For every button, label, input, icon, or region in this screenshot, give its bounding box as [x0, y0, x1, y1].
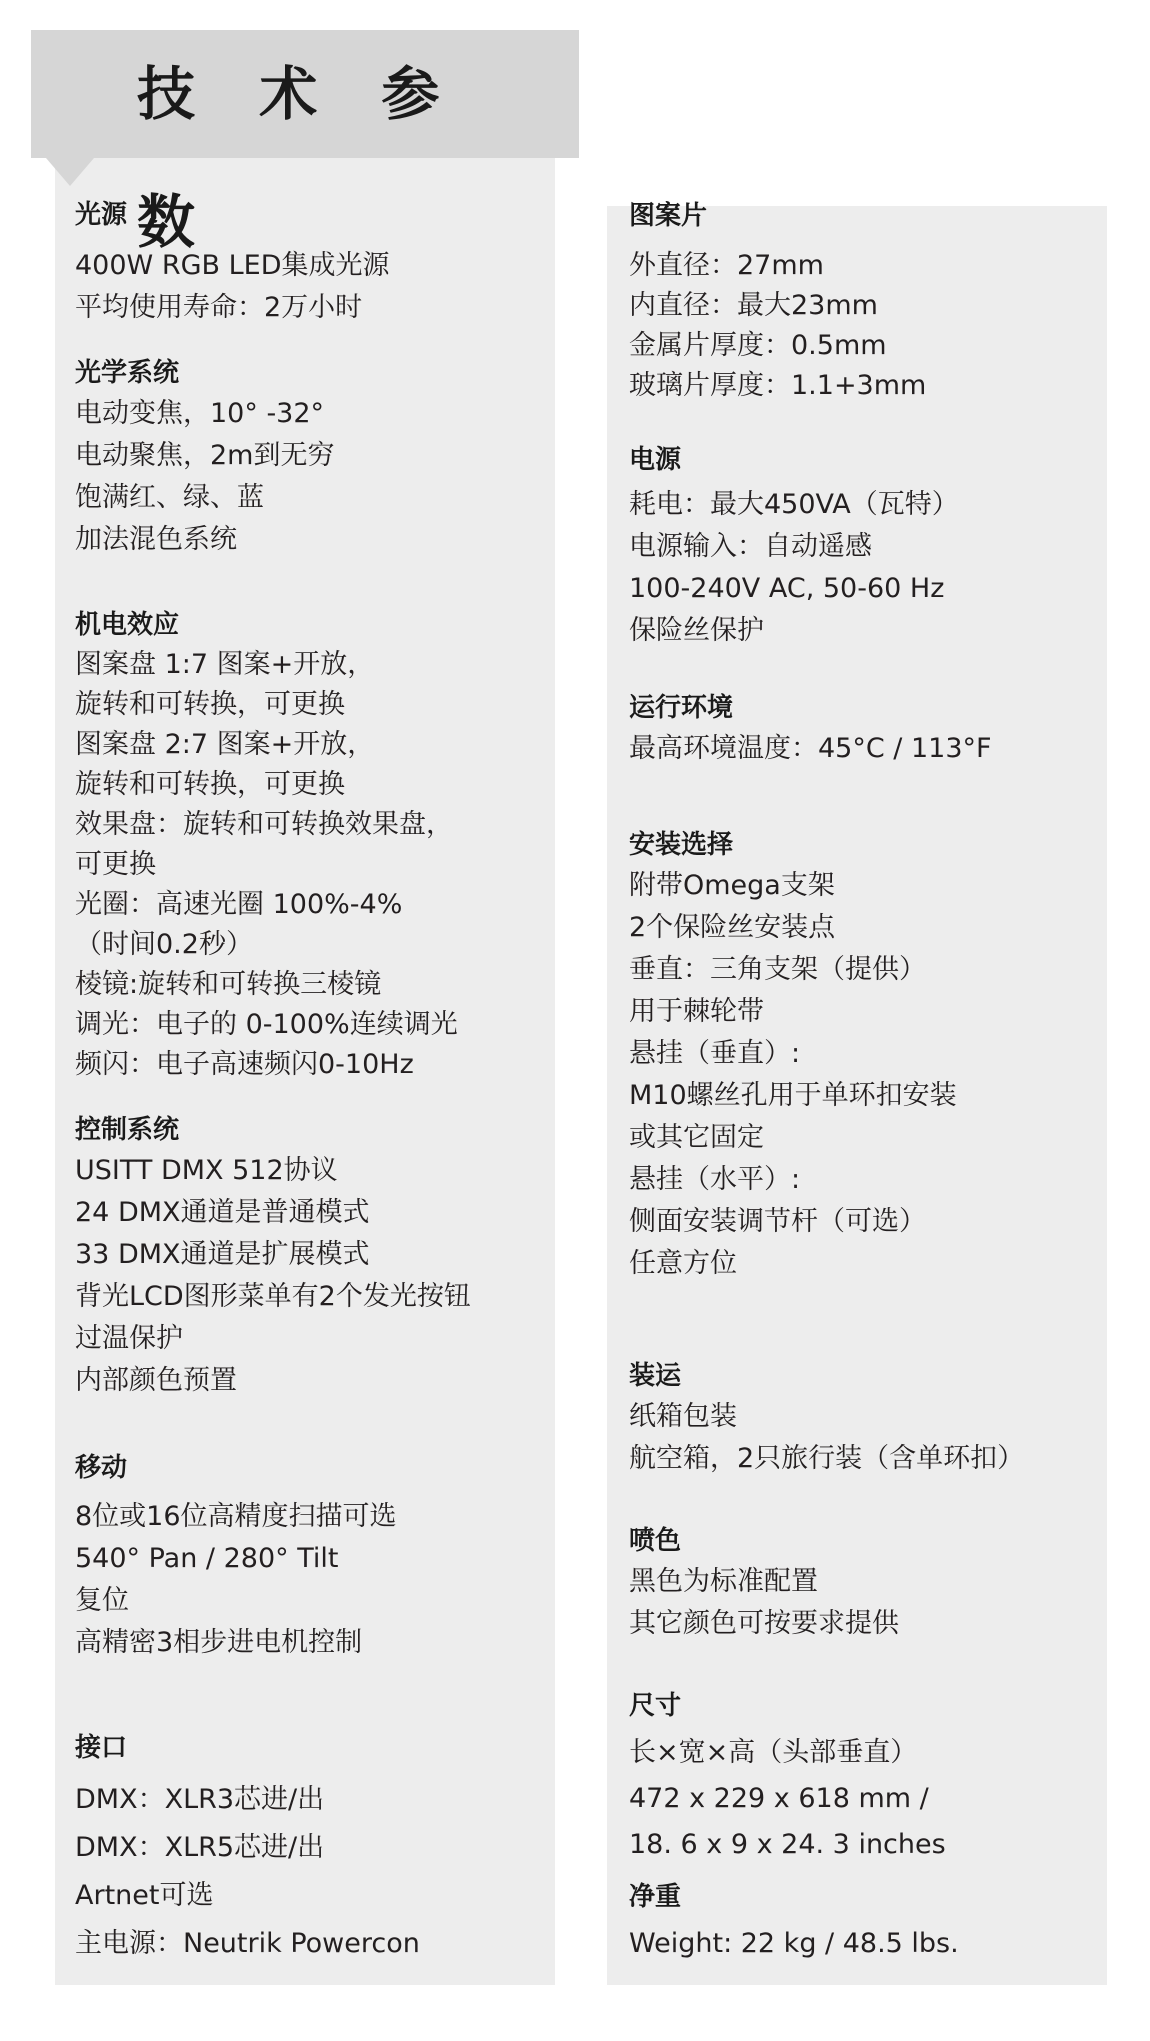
- spec-line: 玻璃片厚度：1.1+3mm: [629, 370, 927, 401]
- spec-line: 光圈：高速光圈 100%-4%: [75, 889, 403, 920]
- page-title: 技 术 参 数: [137, 60, 462, 256]
- section-dimensions: [629, 1686, 946, 1868]
- spec-line: 旋转和可转换，可更换: [75, 769, 345, 800]
- spec-line: 图案盘 2:7 图案+开放，: [75, 729, 375, 760]
- spec-line: USITT DMX 512协议: [75, 1155, 338, 1186]
- spec-line: 旋转和可转换，可更换: [75, 689, 345, 720]
- spec-line: 航空箱，2只旅行装（含单环扣）: [629, 1443, 1025, 1474]
- section-control-system: [75, 1110, 471, 1402]
- spec-line: 电动变焦，10° -32°: [75, 398, 325, 429]
- spec-line: 饱满红、绿、蓝: [75, 482, 264, 513]
- spec-line: 可更换: [75, 849, 156, 880]
- section-heading: 图案片: [629, 201, 708, 231]
- section-optical-system: [75, 353, 334, 561]
- section-heading: 接口: [75, 1733, 128, 1763]
- section-heading: 控制系统: [75, 1115, 180, 1145]
- spec-line: 复位: [75, 1585, 129, 1616]
- spec-line: 100-240V AC, 50-60 Hz: [629, 573, 945, 604]
- section-heading: 光学系统: [75, 358, 180, 388]
- spec-line: 24 DMX通道是普通模式: [75, 1197, 370, 1228]
- section-effects: [75, 605, 458, 1085]
- spec-line: 其它颜色可按要求提供: [629, 1608, 899, 1639]
- spec-line: Weight: 22 kg / 48.5 lbs.: [629, 1928, 959, 1959]
- spec-line: 棱镜:旋转和可转换三棱镜: [75, 969, 382, 1000]
- spec-line: 高精密3相步进电机控制: [75, 1627, 363, 1658]
- spec-line: 过温保护: [75, 1323, 183, 1354]
- spec-line: 8位或16位高精度扫描可选: [75, 1501, 397, 1532]
- section-heading: 净重: [629, 1882, 682, 1912]
- section-interface: [75, 1728, 420, 1968]
- spec-line: 540° Pan / 280° Tilt: [75, 1543, 339, 1574]
- spec-line: 图案盘 1:7 图案+开放，: [75, 649, 375, 680]
- spec-line: DMX：XLR5芯进/出: [75, 1832, 325, 1863]
- spec-line: 保险丝保护: [629, 615, 764, 646]
- spec-line: 黑色为标准配置: [629, 1566, 818, 1597]
- title-banner-pointer: [46, 158, 94, 186]
- spec-line: 加法混色系统: [75, 524, 237, 555]
- spec-line: 平均使用寿命：2万小时: [75, 292, 363, 323]
- section-gobos: [629, 196, 926, 406]
- spec-line: 用于棘轮带: [629, 996, 764, 1027]
- spec-line: 悬挂（垂直）:: [629, 1038, 801, 1069]
- spec-line: 2个保险丝安装点: [629, 912, 836, 943]
- spec-line: 任意方位: [629, 1248, 737, 1279]
- spec-line: 外直径：27mm: [629, 250, 824, 281]
- section-heading: 喷色: [629, 1526, 682, 1556]
- section-movement: [75, 1448, 397, 1664]
- section-finish: [629, 1521, 899, 1645]
- spec-line: 长×宽×高（头部垂直）: [629, 1737, 918, 1768]
- spec-line: 侧面安装调节杆（可选）: [629, 1206, 926, 1237]
- spec-line: 400W RGB LED集成光源: [75, 250, 390, 281]
- section-heading: 光源: [75, 200, 128, 230]
- spec-line: 附带Omega支架: [629, 870, 835, 901]
- spec-line: 电源输入：自动遥感: [629, 531, 872, 562]
- spec-line: 内直径：最大23mm: [629, 290, 878, 321]
- spec-line: 垂直：三角支架（提供）: [629, 954, 926, 985]
- spec-line: 背光LCD图形菜单有2个发光按钮: [75, 1281, 471, 1312]
- spec-line: 效果盘：旋转和可转换效果盘，: [75, 809, 453, 840]
- spec-line: （时间0.2秒）: [75, 929, 253, 960]
- spec-line: Artnet可选: [75, 1880, 214, 1911]
- section-power: [629, 440, 959, 652]
- spec-line: M10螺丝孔用于单环扣安装: [629, 1080, 957, 1111]
- spec-line: 频闪：电子高速频闪0-10Hz: [75, 1049, 414, 1080]
- section-environment: [629, 688, 992, 770]
- spec-line: 主电源：Neutrik Powercon: [75, 1928, 420, 1959]
- spec-line: 或其它固定: [629, 1122, 764, 1153]
- section-weight: [629, 1877, 959, 1965]
- spec-line: 金属片厚度：0.5mm: [629, 330, 887, 361]
- section-heading: 机电效应: [75, 610, 180, 640]
- spec-line: DMX：XLR3芯进/出: [75, 1784, 325, 1815]
- section-mounting: [629, 825, 957, 1285]
- section-heading: 电源: [629, 445, 682, 475]
- spec-line: 耗电：最大450VA（瓦特）: [629, 489, 959, 520]
- spec-line: 悬挂（水平）:: [629, 1164, 801, 1195]
- section-heading: 安装选择: [629, 830, 734, 860]
- spec-line: 内部颜色预置: [75, 1365, 237, 1396]
- section-heading: 装运: [629, 1361, 682, 1391]
- section-heading: 移动: [75, 1453, 128, 1483]
- spec-line: 纸箱包装: [629, 1401, 737, 1432]
- section-heading: 运行环境: [629, 693, 734, 723]
- spec-line: 33 DMX通道是扩展模式: [75, 1239, 370, 1270]
- spec-line: 电动聚焦，2m到无穷: [75, 440, 335, 471]
- section-light-source: [75, 195, 390, 329]
- spec-line: 18. 6 x 9 x 24. 3 inches: [629, 1829, 946, 1860]
- section-heading: 尺寸: [629, 1691, 682, 1721]
- spec-line: 调光：电子的 0-100%连续调光: [75, 1009, 458, 1040]
- section-shipping: [629, 1356, 1024, 1480]
- spec-line: 最高环境温度：45°C / 113°F: [629, 733, 992, 764]
- spec-line: 472 x 229 x 618 mm /: [629, 1783, 929, 1814]
